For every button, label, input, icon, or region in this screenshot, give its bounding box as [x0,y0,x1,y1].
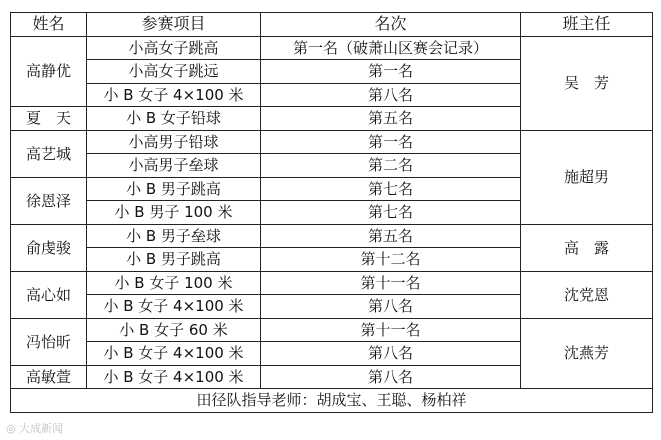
event-cell: 小 B 男子跳高 [87,177,261,201]
rank-cell: 第七名 [261,177,521,201]
student-name: 俞虔骏 [11,224,87,271]
table-row [11,224,653,248]
table-row [11,318,653,342]
event-cell: 小高男子铅球 [87,130,261,154]
teacher-cell: 沈燕芳 [521,318,653,389]
event-cell: 小 B 女子 4×100 米 [87,365,261,389]
student-name: 徐恩泽 [11,177,87,224]
rank-cell: 第五名 [261,224,521,248]
rank-cell: 第八名 [261,365,521,389]
event-cell: 小 B 女子 4×100 米 [87,83,261,107]
event-cell: 小 B 女子 100 米 [87,271,261,295]
rank-cell: 第二名 [261,154,521,178]
watermark: ◎ 大成新闻 [6,422,64,435]
student-name: 冯怡昕 [11,318,87,365]
rank-cell: 第八名 [261,83,521,107]
results-table [10,12,653,413]
rank-cell: 第七名 [261,201,521,225]
student-name: 夏 天 [11,107,87,131]
student-name: 高敏萱 [11,365,87,389]
event-cell: 小高女子跳高 [87,36,261,60]
rank-cell: 第十一名 [261,271,521,295]
event-cell: 小高女子跳远 [87,60,261,84]
footer-row [11,389,653,413]
rank-cell: 第十一名 [261,318,521,342]
event-cell: 小 B 女子 4×100 米 [87,295,261,319]
rank-cell: 第十二名 [261,248,521,272]
event-cell: 小高男子垒球 [87,154,261,178]
table-row [11,36,653,60]
event-cell: 小 B 男子垒球 [87,224,261,248]
teacher-cell: 施超男 [521,130,653,224]
teacher-cell: 高 露 [521,224,653,271]
header-row [11,13,653,37]
rank-cell: 第一名 [261,130,521,154]
header-event: 参赛项目 [87,13,261,37]
event-cell: 小 B 女子铅球 [87,107,261,131]
student-name: 高静优 [11,36,87,107]
rank-cell: 第八名 [261,295,521,319]
event-cell: 小 B 女子 4×100 米 [87,342,261,366]
student-name: 高心如 [11,271,87,318]
rank-cell: 第八名 [261,342,521,366]
rank-cell: 第一名（破萧山区赛会记录） [261,36,521,60]
table-row [11,130,653,154]
event-cell: 小 B 男子跳高 [87,248,261,272]
teacher-cell: 沈党恩 [521,271,653,318]
header-rank: 名次 [261,13,521,37]
event-cell: 小 B 女子 60 米 [87,318,261,342]
table-row [11,271,653,295]
rank-cell: 第五名 [261,107,521,131]
student-name: 高艺城 [11,130,87,177]
header-name: 姓名 [11,13,87,37]
rank-cell: 第一名 [261,60,521,84]
coaches-note: 田径队指导老师：胡成宝、王聪、杨柏祥 [11,389,653,413]
teacher-cell: 吴 芳 [521,36,653,130]
header-teacher: 班主任 [521,13,653,37]
event-cell: 小 B 男子 100 米 [87,201,261,225]
